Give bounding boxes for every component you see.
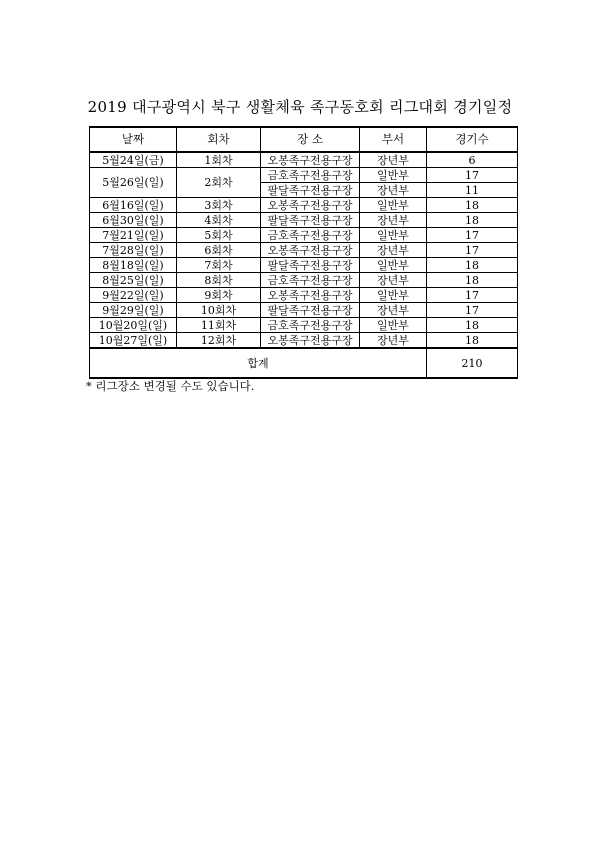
cell-division: 장년부 [360, 183, 427, 198]
table-row [90, 318, 518, 333]
cell-round: 11회차 [177, 318, 261, 333]
table-row [90, 243, 518, 258]
cell-games: 18 [427, 318, 518, 333]
document-title: 2019 대구광역시 북구 생활체육 족구동호회 리그대회 경기일정 [87, 98, 513, 116]
header-games: 경기수 [427, 127, 518, 152]
cell-date: 7월21일(일) [90, 228, 177, 243]
cell-division: 일반부 [360, 228, 427, 243]
cell-place: 금호족구전용구장 [261, 168, 360, 183]
header-division: 부서 [360, 127, 427, 152]
table-row [90, 213, 518, 228]
cell-round: 8회차 [177, 273, 261, 288]
table-row [90, 228, 518, 243]
cell-round: 2회차 [177, 168, 261, 198]
cell-games: 17 [427, 303, 518, 318]
cell-date: 10월27일(일) [90, 333, 177, 349]
cell-date: 8월18일(일) [90, 258, 177, 273]
cell-division: 장년부 [360, 303, 427, 318]
table-row [90, 273, 518, 288]
cell-date: 8월25일(일) [90, 273, 177, 288]
cell-games: 18 [427, 258, 518, 273]
cell-division: 장년부 [360, 273, 427, 288]
cell-round: 9회차 [177, 288, 261, 303]
cell-place: 오봉족구전용구장 [261, 243, 360, 258]
cell-round: 1회차 [177, 152, 261, 168]
table-row [90, 288, 518, 303]
table-row [90, 168, 518, 183]
table-row [90, 303, 518, 318]
cell-date: 9월22일(일) [90, 288, 177, 303]
cell-place: 팔달족구전용구장 [261, 258, 360, 273]
cell-division: 장년부 [360, 243, 427, 258]
cell-division: 일반부 [360, 318, 427, 333]
cell-round: 6회차 [177, 243, 261, 258]
cell-games: 17 [427, 288, 518, 303]
header-date: 날짜 [90, 127, 177, 152]
total-row [90, 348, 518, 378]
cell-date: 5월26일(일) [90, 168, 177, 198]
cell-division: 장년부 [360, 152, 427, 168]
footnote: * 리그장소 변경될 수도 있습니다. [86, 379, 255, 393]
cell-place: 오봉족구전용구장 [261, 288, 360, 303]
table-header-row [90, 127, 518, 152]
cell-games: 17 [427, 228, 518, 243]
header-place: 장 소 [261, 127, 360, 152]
table-row [90, 333, 518, 349]
cell-place: 오봉족구전용구장 [261, 198, 360, 213]
cell-date: 6월16일(일) [90, 198, 177, 213]
cell-place: 팔달족구전용구장 [261, 183, 360, 198]
cell-date: 9월29일(일) [90, 303, 177, 318]
cell-round: 5회차 [177, 228, 261, 243]
cell-games: 18 [427, 198, 518, 213]
cell-games: 18 [427, 213, 518, 228]
total-value: 210 [427, 348, 518, 378]
cell-date: 7월28일(일) [90, 243, 177, 258]
schedule-table [89, 126, 518, 379]
cell-place: 팔달족구전용구장 [261, 303, 360, 318]
cell-place: 팔달족구전용구장 [261, 213, 360, 228]
header-round: 회차 [177, 127, 261, 152]
table-row [90, 152, 518, 168]
cell-place: 금호족구전용구장 [261, 228, 360, 243]
table-row [90, 258, 518, 273]
cell-division: 장년부 [360, 213, 427, 228]
cell-date: 5월24일(금) [90, 152, 177, 168]
cell-division: 일반부 [360, 198, 427, 213]
cell-division: 일반부 [360, 258, 427, 273]
table-row [90, 198, 518, 213]
cell-division: 장년부 [360, 333, 427, 349]
cell-round: 4회차 [177, 213, 261, 228]
cell-division: 일반부 [360, 168, 427, 183]
cell-games: 18 [427, 273, 518, 288]
cell-date: 10월20일(일) [90, 318, 177, 333]
cell-place: 오봉족구전용구장 [261, 152, 360, 168]
cell-round: 10회차 [177, 303, 261, 318]
cell-round: 7회차 [177, 258, 261, 273]
total-label: 합계 [90, 348, 427, 378]
cell-place: 오봉족구전용구장 [261, 333, 360, 349]
cell-division: 일반부 [360, 288, 427, 303]
cell-round: 3회차 [177, 198, 261, 213]
cell-place: 금호족구전용구장 [261, 273, 360, 288]
cell-games: 6 [427, 152, 518, 168]
cell-place: 금호족구전용구장 [261, 318, 360, 333]
cell-games: 18 [427, 333, 518, 349]
cell-date: 6월30일(일) [90, 213, 177, 228]
cell-games: 11 [427, 183, 518, 198]
cell-games: 17 [427, 243, 518, 258]
cell-round: 12회차 [177, 333, 261, 349]
cell-games: 17 [427, 168, 518, 183]
